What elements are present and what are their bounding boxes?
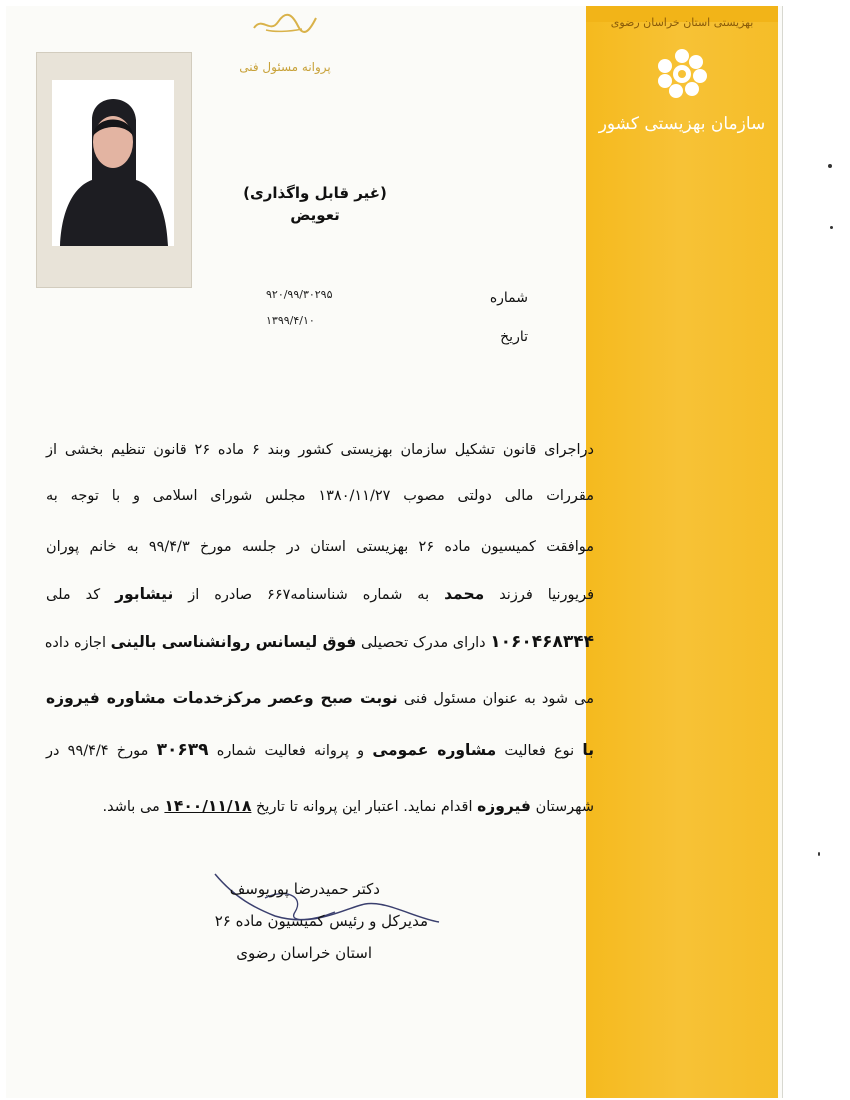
brand-stripe	[586, 6, 778, 1098]
scan-speck	[830, 226, 833, 229]
father-name: محمد	[444, 585, 485, 603]
birth-city: نیشابور	[115, 585, 174, 603]
body-line	[46, 632, 594, 653]
city-label: شهرستان	[535, 799, 594, 815]
replacement-label: تعویض	[290, 206, 340, 224]
closing-text: می باشد.	[102, 799, 160, 815]
body-line: دراجرای قانون تشکیل سازمان بهزیستی کشور وبند ۶ ماده ۲۶ قانون تنظیم بخشی از	[46, 442, 594, 458]
date-value: ۱۳۹۹/۴/۱۰	[266, 314, 315, 327]
signer-name: دکتر حمیدرضا پوریوسف	[229, 880, 380, 898]
body-line: مقررات مالی دولتی مصوب ۱۳۸۰/۱۱/۲۷ مجلس شورای اسلامی و با توجه به	[46, 488, 594, 504]
body-line	[46, 688, 594, 709]
signer-title: مدیرکل و رئیس کمیسیون ماده ۲۶	[214, 912, 428, 930]
permission-text: اجازه داده	[44, 635, 106, 651]
signer-province: استان خراسان رضوی	[236, 944, 372, 962]
body-line	[46, 584, 594, 605]
scan-speck	[828, 164, 832, 168]
portrait-photo	[52, 80, 174, 246]
degree-label: دارای مدرک تحصیلی	[360, 635, 486, 651]
non-transferable-label: (غیر قابل واگذاری)	[243, 184, 387, 202]
activity-with: با	[582, 741, 595, 759]
scan-speck	[818, 852, 820, 856]
license-label: و پروانه فعالیت شماره	[216, 743, 365, 759]
flower-logo-icon	[656, 48, 708, 100]
national-code-label: کد ملی	[46, 587, 101, 603]
number-value: ۹۲۰/۹۹/۳۰۲۹۵	[266, 288, 333, 301]
body-line: موافقت کمیسیون ماده ۲۶ بهزیستی استان در جلسه مورخ ۹۹/۴/۳ به خانم پوران	[46, 539, 594, 555]
national-code: ۱۰۶۰۴۶۸۳۴۴	[490, 632, 594, 652]
validity-text: اقدام نماید. اعتبار این پروانه تا تاریخ	[256, 799, 473, 815]
license-number: ۳۰۶۳۹	[156, 740, 209, 760]
number-label: شماره	[489, 290, 528, 306]
ministry-top-text: بهزیستی استان خراسان رضوی	[610, 16, 754, 29]
surname: فریورنیا فرزند	[499, 587, 595, 603]
date-label: تاریخ	[500, 329, 528, 345]
city-value: فیروزه	[477, 797, 531, 815]
degree-value: فوق لیسانس روانشناسی بالینی	[110, 633, 357, 651]
body-line	[46, 796, 594, 817]
activity-type-label: نوع فعالیت	[504, 743, 575, 759]
body-line	[46, 740, 594, 761]
calligraphy-emblem-icon	[248, 10, 320, 36]
id-text: به شماره شناسنامه۶۶۷ صادره از	[188, 587, 430, 603]
document-type: پروانه مسئول فنی	[239, 60, 331, 74]
expiry-date: ۱۴۰۰/۱۱/۱۸	[164, 797, 252, 815]
activity-type-value: مشاوره عمومی	[372, 741, 497, 759]
center-name: نوبت صبح وعصر مرکزخدمات مشاوره فیروزه	[46, 689, 398, 707]
org-name: سازمان بهزیستی کشور	[598, 114, 766, 134]
role-text: می شود به عنوان مسئول فنی	[403, 691, 594, 707]
license-date: مورخ ۹۹/۴/۴ در	[46, 743, 149, 759]
